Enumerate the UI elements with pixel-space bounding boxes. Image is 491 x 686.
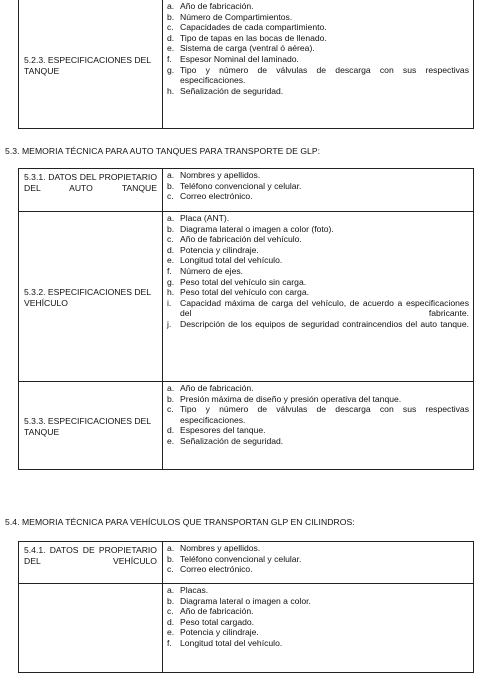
item-text: Sistema de carga (ventral ó aérea). — [180, 43, 315, 54]
item-text: Capacidad máxima de carga del vehículo, de acuerdo a especificaciones del fabricante. — [180, 297, 469, 319]
list-item — [167, 54, 469, 65]
list-item — [167, 43, 469, 54]
item-text: Diagrama lateral o imagen a color (foto). — [180, 223, 334, 234]
section-heading-5-3: 5.3. MEMORIA TÉCNICA PARA AUTO TANQUES PARA TRANSPORTE DE GLP: — [5, 146, 321, 156]
item-letter: h. — [167, 85, 175, 96]
item-text: Espesores del tanque. — [180, 425, 266, 436]
section-items-cell — [163, 382, 474, 470]
item-text: Teléfono convencional y celular. — [180, 553, 302, 564]
list-item — [167, 12, 469, 23]
section-label: 5.4.1. DATOS DE PROPIETARIO DEL VEHÍCULO — [19, 542, 163, 584]
item-letter: b. — [167, 11, 175, 22]
item-text: Potencia y cilindraje. — [180, 627, 259, 638]
section-heading-5-4: 5.4. MEMORIA TÉCNICA PARA VEHÍCULOS QUE TRANSPORTAN GLP EN CILINDROS: — [5, 517, 355, 527]
list-item — [167, 287, 469, 298]
item-letter: b. — [167, 180, 175, 191]
item-list — [167, 213, 469, 330]
item-text: Teléfono convencional y celular. — [180, 180, 302, 191]
cylinder-vehicle-table — [18, 541, 474, 673]
item-list — [167, 543, 469, 575]
item-letter: c. — [167, 22, 174, 33]
item-letter: j. — [167, 318, 172, 329]
list-item — [167, 585, 469, 596]
item-text: Nombres y apellidos. — [180, 170, 261, 180]
item-letter: a. — [167, 1, 175, 11]
item-text: Tipo y número de válvulas de descarga con sus respectivas especificaciones. — [180, 64, 469, 86]
item-text: Correo electrónico. — [180, 191, 253, 202]
list-item — [167, 383, 469, 394]
item-letter: c. — [167, 191, 174, 202]
tank-specs-table — [18, 0, 474, 129]
item-text: Diagrama lateral o imagen a color. — [180, 595, 311, 606]
item-text: Año de fabricación del vehículo. — [180, 234, 302, 245]
section-label: 5.3.1. DATOS DEL PROPIETARIO DEL AUTO TANQUE — [19, 169, 163, 212]
item-text: Correo electrónico. — [180, 564, 253, 575]
list-item — [167, 181, 469, 192]
list-item — [167, 22, 469, 33]
item-letter: i. — [167, 297, 172, 308]
item-letter: f. — [167, 53, 172, 64]
item-text: Presión máxima de diseño y presión operativa del tanque. — [180, 393, 402, 404]
list-item — [167, 425, 469, 436]
list-item — [167, 543, 469, 554]
item-text: Descripción de los equipos de seguridad contraincendios del auto tanque. — [180, 318, 469, 329]
item-text: Placas. — [180, 585, 209, 595]
item-text: Señalización de seguridad. — [180, 85, 284, 96]
item-letter: d. — [167, 425, 175, 436]
item-letter: g. — [167, 276, 175, 287]
list-item — [167, 224, 469, 235]
item-letter: c. — [167, 234, 174, 245]
item-letter: b. — [167, 595, 175, 606]
item-letter: c. — [167, 606, 174, 617]
section-items-cell — [163, 584, 474, 673]
list-item — [167, 554, 469, 565]
item-letter: f. — [167, 637, 172, 648]
list-item — [167, 298, 469, 319]
item-letter: d. — [167, 616, 175, 627]
list-item — [167, 170, 469, 181]
item-letter: e. — [167, 43, 175, 54]
list-item — [167, 1, 469, 12]
item-text: Peso total del vehículo con carga. — [180, 287, 309, 298]
list-item — [167, 394, 469, 405]
item-list — [167, 585, 469, 649]
item-text: Potencia y cilindraje. — [180, 244, 259, 255]
auto-tank-table — [18, 168, 474, 470]
item-text: Espesor Nominal del laminado. — [180, 53, 299, 64]
item-list — [167, 1, 469, 96]
list-item — [167, 638, 469, 649]
item-letter: e. — [167, 255, 175, 266]
item-text: Placa (ANT). — [180, 213, 230, 223]
list-item — [167, 564, 469, 575]
item-text: Tipo de tapas en las bocas de llenado. — [180, 32, 327, 43]
item-text: Tipo y número de válvulas de descarga con sus respectivas especificaciones. — [180, 404, 469, 425]
item-text: Longitud total del vehículo. — [180, 637, 283, 648]
item-text: Número de Compartimientos. — [180, 11, 293, 22]
item-letter: d. — [167, 244, 175, 255]
item-text: Número de ejes. — [180, 265, 244, 276]
item-text: Peso total del vehículo sin carga. — [180, 276, 307, 287]
item-letter: h. — [167, 287, 175, 298]
list-item — [167, 33, 469, 44]
list-item — [167, 627, 469, 638]
item-text: Longitud total del vehículo. — [180, 255, 283, 266]
item-letter: d. — [167, 32, 175, 43]
item-letter: a. — [167, 585, 175, 595]
item-letter: a. — [167, 383, 175, 393]
item-letter: c. — [167, 564, 174, 575]
list-item — [167, 436, 469, 447]
item-letter: g. — [167, 64, 175, 75]
item-text: Señalización de seguridad. — [180, 435, 284, 446]
item-list — [167, 170, 469, 202]
item-letter: b. — [167, 223, 175, 234]
item-letter: e. — [167, 435, 175, 446]
list-item — [167, 191, 469, 202]
section-label: 5.3.3. ESPECIFICACIONES DEL TANQUE — [19, 382, 163, 470]
item-letter: b. — [167, 553, 175, 564]
list-item — [167, 255, 469, 266]
item-letter: c. — [167, 404, 174, 415]
item-letter: a. — [167, 543, 175, 553]
list-item — [167, 277, 469, 288]
item-letter: a. — [167, 170, 175, 180]
item-text: Año de fabricación. — [180, 606, 254, 617]
item-text: Año de fabricación. — [180, 383, 254, 393]
list-item — [167, 234, 469, 245]
item-text: Capacidades de cada compartimiento. — [180, 22, 327, 33]
item-text: Nombres y apellidos. — [180, 543, 261, 553]
list-item — [167, 266, 469, 277]
item-letter: e. — [167, 627, 175, 638]
section-label: 5.2.3. ESPECIFICACIONES DEL TANQUE — [19, 0, 163, 129]
list-item — [167, 617, 469, 628]
section-items-cell — [163, 0, 474, 129]
item-letter: b. — [167, 393, 175, 404]
item-letter: f. — [167, 265, 172, 276]
list-item — [167, 319, 469, 330]
item-letter: a. — [167, 213, 175, 223]
list-item — [167, 404, 469, 425]
item-list — [167, 383, 469, 447]
item-text: Año de fabricación. — [180, 1, 254, 11]
item-text: Peso total cargado. — [180, 616, 255, 627]
section-items-cell — [163, 542, 474, 584]
section-items-cell — [163, 212, 474, 382]
list-item — [167, 86, 469, 97]
list-item — [167, 213, 469, 224]
list-item — [167, 65, 469, 86]
list-item — [167, 245, 469, 256]
section-label — [19, 584, 163, 673]
list-item — [167, 606, 469, 617]
section-label: 5.3.2. ESPECIFICACIONES DEL VEHÍCULO — [19, 212, 163, 382]
list-item — [167, 596, 469, 607]
section-items-cell — [163, 169, 474, 212]
